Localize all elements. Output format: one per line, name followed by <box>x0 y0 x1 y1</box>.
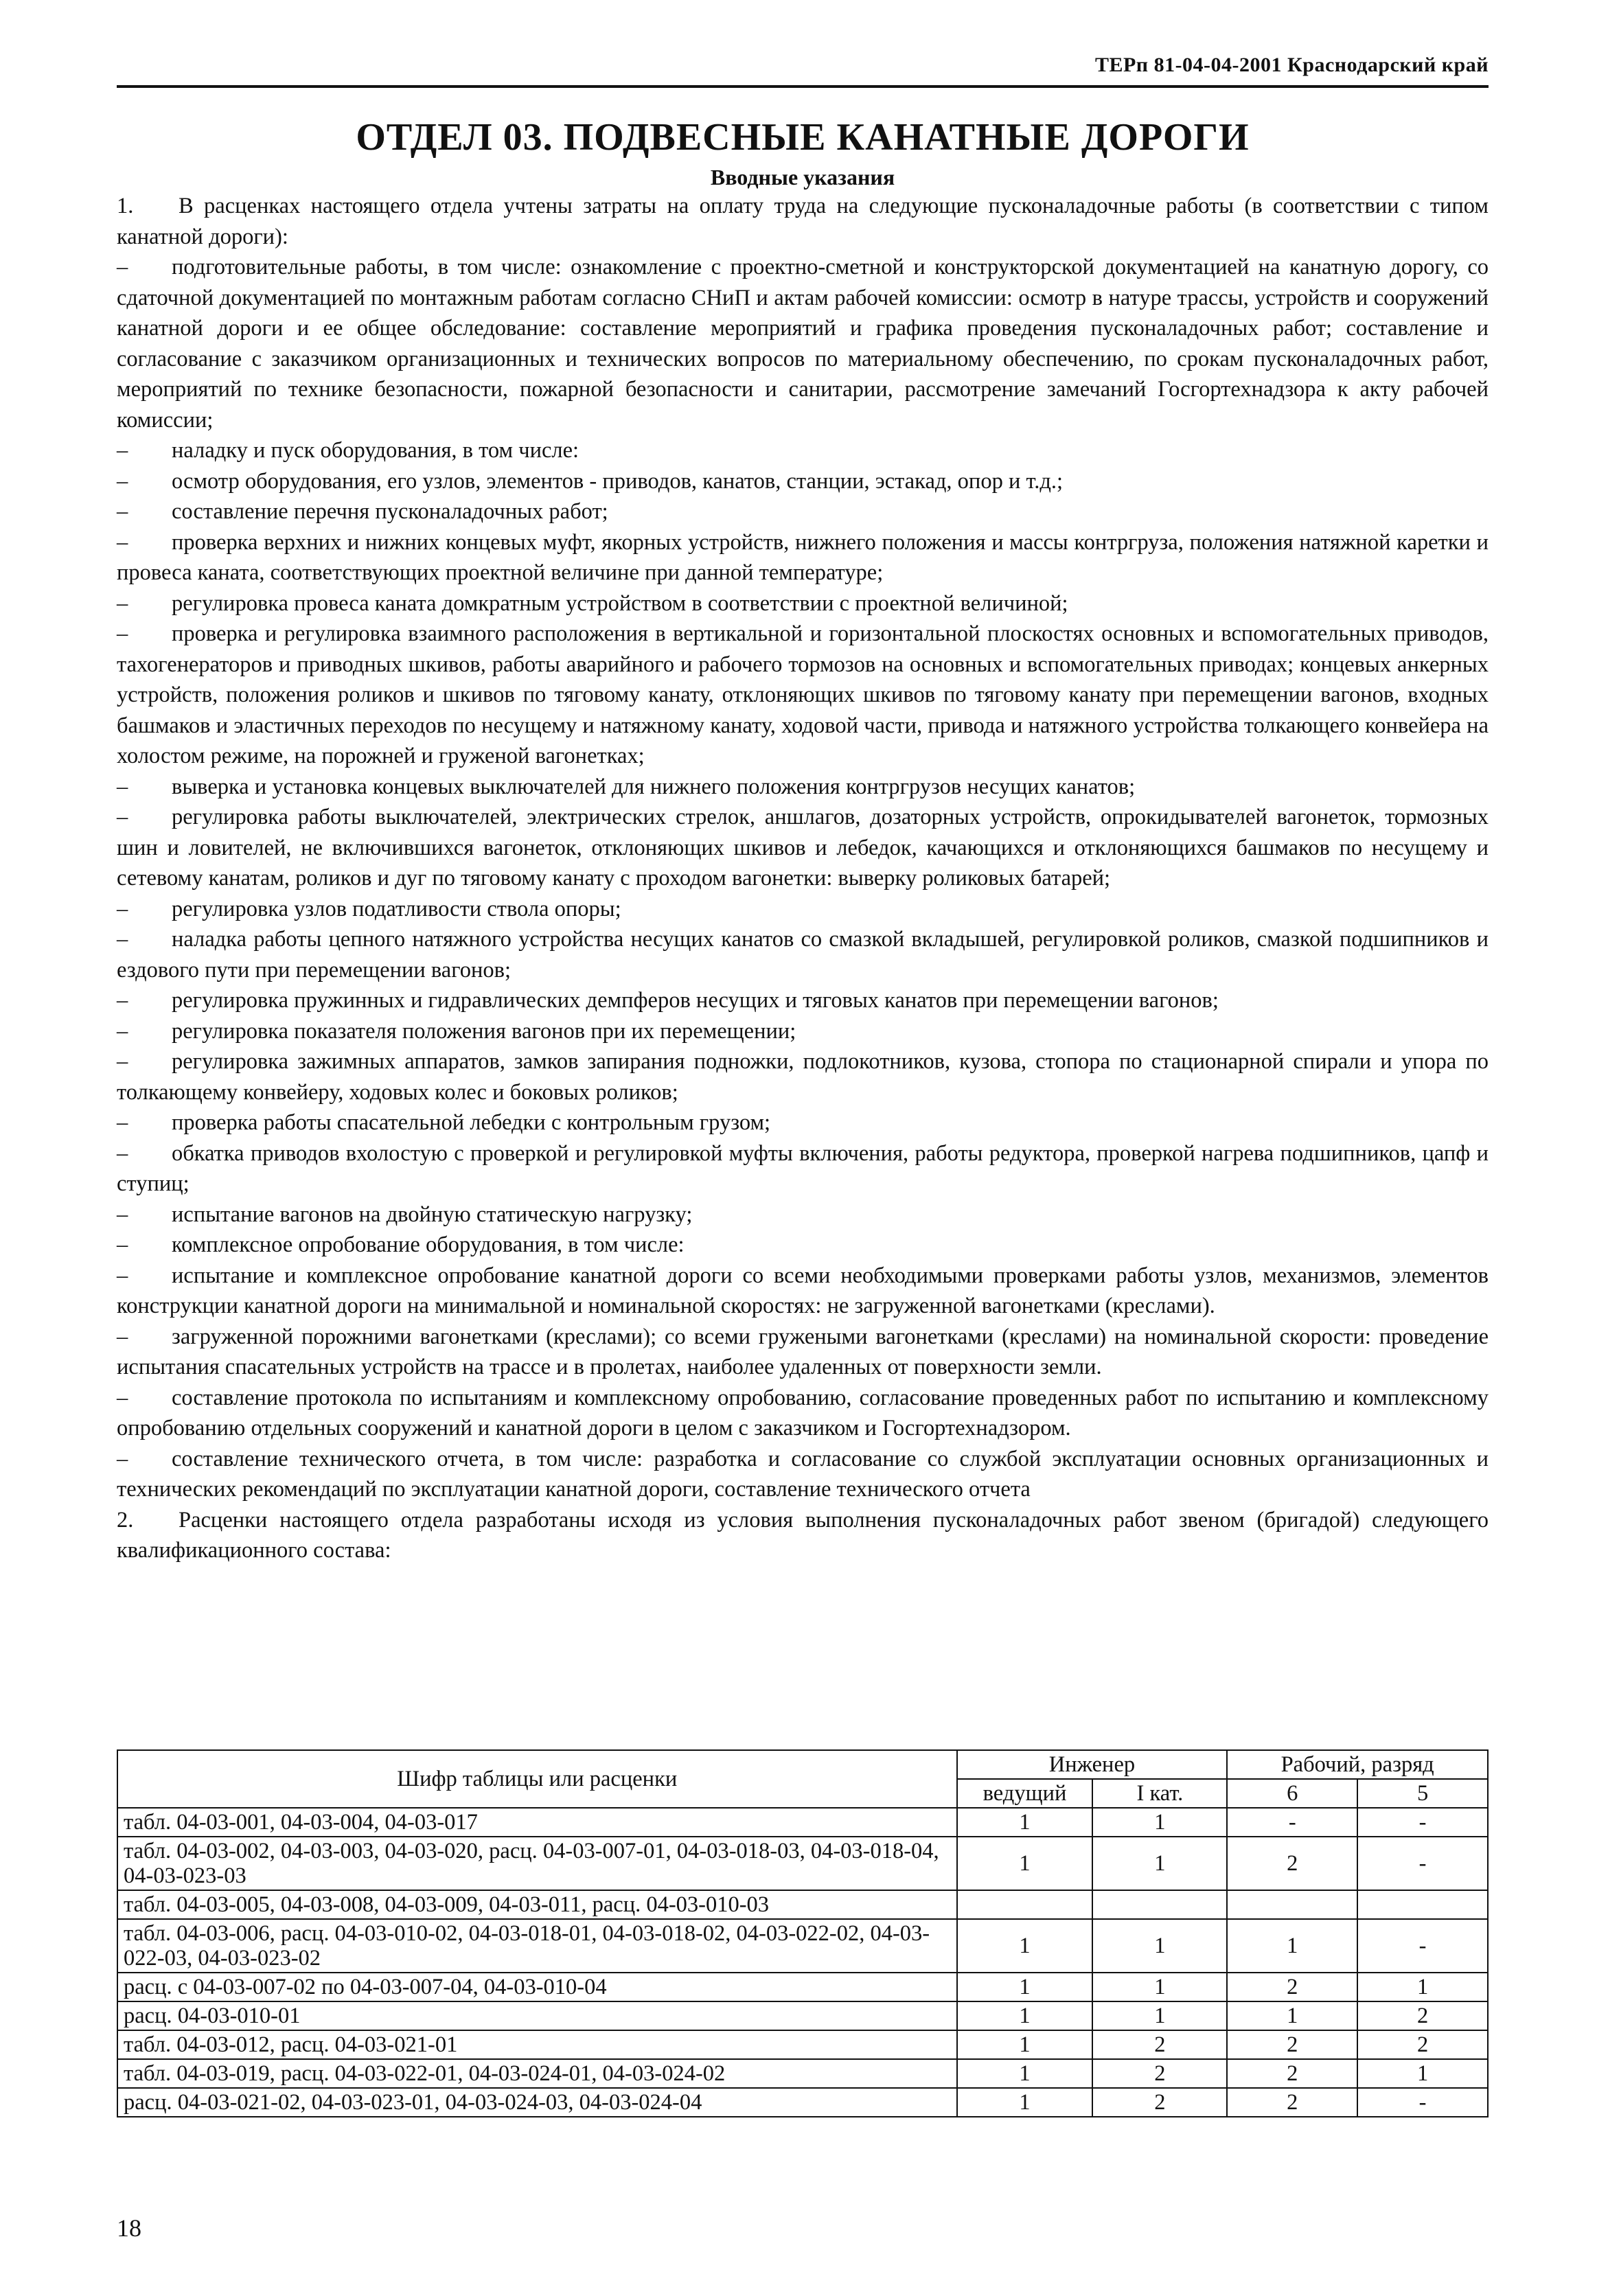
table-row <box>117 2001 1488 2030</box>
cell-cat1 <box>1092 1890 1227 1919</box>
work-item-text: загруженной порожними вагонетками (креслами); со всеми гружеными вагонетками (креслами) на номинальной скорости: проведение испытания спасательных устройств на трассе и в пролетах, наиболее удаленных от поверхности земли. <box>117 1324 1489 1379</box>
work-item <box>117 1383 1489 1444</box>
work-item-text: осмотр оборудования, его узлов, элементов - приводов, канатов, станции, эстакад, опор и т.д.; <box>172 468 1064 494</box>
header-engineer: Инженер <box>957 1750 1228 1779</box>
cell-grade-5: 1 <box>1357 1973 1488 2001</box>
cell-code: табл. 04-03-002, 04-03-003, 04-03-020, расц. 04-03-007-01, 04-03-018-03, 04-03-018-04, 04-03-023-03 <box>117 1837 957 1890</box>
paragraph-2 <box>117 1505 1489 1566</box>
running-header: ТЕРп 81-04-04-2001 Краснодарский край <box>1094 54 1489 76</box>
cell-grade-5: - <box>1357 1837 1488 1890</box>
table-row <box>117 1837 1488 1890</box>
cell-cat1: 2 <box>1092 2088 1227 2117</box>
cell-grade-6: 1 <box>1227 1919 1357 1973</box>
work-item <box>117 1046 1489 1107</box>
dash-marker: – <box>117 1385 128 1410</box>
table-row <box>117 1973 1488 2001</box>
dash-marker: – <box>117 1232 128 1257</box>
work-item-text: выверка и установка концевых выключателей для нижнего положения контргрузов несущих канатов; <box>172 774 1136 799</box>
work-item-text: проверка работы спасательной лебедки с контрольным грузом; <box>172 1110 771 1135</box>
header-grade-5: 5 <box>1357 1779 1488 1808</box>
paragraph-1 <box>117 191 1489 252</box>
cell-grade-5 <box>1357 1890 1488 1919</box>
work-items-list <box>117 252 1489 1505</box>
work-item <box>117 985 1489 1016</box>
crew-composition-table <box>117 1749 1489 2117</box>
cell-code: табл. 04-03-019, расц. 04-03-022-01, 04-03-024-01, 04-03-024-02 <box>117 2059 957 2088</box>
cell-lead: 1 <box>957 2030 1093 2059</box>
header-worker: Рабочий, разряд <box>1227 1750 1488 1779</box>
cell-code: табл. 04-03-012, расц. 04-03-021-01 <box>117 2030 957 2059</box>
work-item <box>117 1199 1489 1230</box>
cell-code: табл. 04-03-006, расц. 04-03-010-02, 04-03-018-01, 04-03-018-02, 04-03-022-02, 04-03-022-03, 04-03-023-02 <box>117 1919 957 1973</box>
cell-lead: 1 <box>957 2001 1093 2030</box>
cell-grade-6: 2 <box>1227 1973 1357 2001</box>
work-item <box>117 527 1489 588</box>
work-item-text: обкатка приводов вхолостую с проверкой и регулировкой муфты включения, работы редуктора, проверкой нагрева подшипников, цапф и ступиц; <box>117 1140 1489 1196</box>
cell-lead: 1 <box>957 2059 1093 2088</box>
work-item <box>117 772 1489 803</box>
cell-lead: 1 <box>957 1919 1093 1973</box>
cell-code: табл. 04-03-005, 04-03-008, 04-03-009, 04-03-011, расц. 04-03-010-03 <box>117 1890 957 1919</box>
cell-grade-5: - <box>1357 1919 1488 1973</box>
cell-code: расц. 04-03-021-02, 04-03-023-01, 04-03-024-03, 04-03-024-04 <box>117 2088 957 2117</box>
dash-marker: – <box>117 1110 128 1135</box>
dash-marker: – <box>117 1049 128 1074</box>
work-item-text: регулировка узлов податливости ствола опоры; <box>172 896 621 921</box>
cell-lead: 1 <box>957 2088 1093 2117</box>
dash-marker: – <box>117 438 128 463</box>
dash-marker: – <box>117 896 128 921</box>
cell-cat1: 2 <box>1092 2059 1227 2088</box>
cell-lead <box>957 1890 1093 1919</box>
cell-grade-5: - <box>1357 1808 1488 1837</box>
work-item-text: наладка работы цепного натяжного устройства несущих канатов со смазкой вкладышей, регулировкой роликов, смазкой подшипников и ездового пути при перемещении вагонов; <box>117 927 1489 983</box>
cell-cat1: 2 <box>1092 2030 1227 2059</box>
cell-lead: 1 <box>957 1837 1093 1890</box>
work-item <box>117 1322 1489 1383</box>
table-row <box>117 2088 1488 2117</box>
table-row <box>117 1919 1488 1973</box>
dash-marker: – <box>117 1202 128 1227</box>
paragraph-number: 1. <box>117 194 134 218</box>
work-item <box>117 619 1489 772</box>
header-code: Шифр таблицы или расценки <box>117 1750 957 1808</box>
cell-grade-6: 2 <box>1227 2059 1357 2088</box>
paragraph-number: 2. <box>117 1507 134 1532</box>
cell-lead: 1 <box>957 1973 1093 2001</box>
cell-grade-5: 2 <box>1357 2030 1488 2059</box>
cell-grade-6: 1 <box>1227 2001 1357 2030</box>
cell-cat1: 1 <box>1092 1837 1227 1890</box>
dash-marker: – <box>117 805 128 829</box>
page-number: 18 <box>117 2214 141 2242</box>
work-item <box>117 1016 1489 1047</box>
work-item-text: регулировка провеса каната домкратным устройством в соответствии с проектной величиной; <box>172 590 1068 616</box>
work-item <box>117 496 1489 527</box>
paragraph-text: В расценках настоящего отдела учтены затраты на оплату труда на следующие пусконаладочные работы (в соответствии с типом канатной дороги): <box>117 194 1489 249</box>
cell-grade-5: - <box>1357 2088 1488 2117</box>
work-item <box>117 435 1489 466</box>
cell-cat1: 1 <box>1092 1808 1227 1837</box>
header-cat1: I кат. <box>1092 1779 1227 1808</box>
work-item <box>117 588 1489 619</box>
table-row <box>117 1890 1488 1919</box>
dash-marker: – <box>117 927 128 952</box>
dash-marker: – <box>117 988 128 1013</box>
cell-grade-6: 2 <box>1227 1837 1357 1890</box>
cell-grade-6: - <box>1227 1808 1357 1837</box>
header-lead: ведущий <box>957 1779 1093 1808</box>
dash-marker: – <box>117 774 128 799</box>
work-item <box>117 894 1489 925</box>
dash-marker: – <box>117 499 128 524</box>
section-subtitle: Вводные указания <box>710 165 895 190</box>
work-item <box>117 1261 1489 1322</box>
work-item-text: комплексное опробование оборудования, в том числе: <box>172 1232 685 1257</box>
work-item-text: испытание и комплексное опробование канатной дороги со всеми необходимыми проверками работы узлов, механизмов, элементов конструкции канатной дороги на минимальной и номинальной скоростях: не загруженной вагонетками (креслами). <box>117 1263 1489 1318</box>
work-item <box>117 1444 1489 1505</box>
work-item <box>117 1107 1489 1138</box>
cell-grade-6: 2 <box>1227 2030 1357 2059</box>
cell-cat1: 1 <box>1092 2001 1227 2030</box>
table-row <box>117 1808 1488 1837</box>
work-item-text: подготовительные работы, в том числе: ознакомление с проектно-сметной и конструкторской документацией на канатную дорогу, со сдаточной документацией по монтажным работам согласно СНиП и актам рабочей комиссии: осмотр в натуре трассы, устройств и сооружений канатной дороги и ее общее обследование: составление мероприятий и графика проведения пусконаладочных работ; составление и согласование с заказчиком организационных и технических вопросов по материальному обеспечению, по срокам пусконаладочных работ, мероприятий по технике безопасности, пожарной безопасности и санитарии, рассмотрение замечаний Госгортехнадзора к акту рабочей комиссии; <box>117 255 1489 433</box>
cell-code: табл. 04-03-001, 04-03-004, 04-03-017 <box>117 1808 957 1837</box>
work-item-text: наладку и пуск оборудования, в том числе: <box>172 438 579 463</box>
cell-grade-5: 2 <box>1357 2001 1488 2030</box>
work-item-text: регулировка работы выключателей, электрических стрелок, аншлагов, дозаторных устройств, опрокидывателей вагонеток, тормозных шин и ловителей, не включившихся вагонеток, отклоняющих шкивов и лебедок, качающихся и отклоняющихся башмаков по несущему и сетевому канатам, роликов и дуг по тяговому канату с проходом вагонетки: выверку роликовых батарей; <box>117 805 1489 891</box>
cell-grade-5: 1 <box>1357 2059 1488 2088</box>
work-item-text: проверка и регулировка взаимного расположения в вертикальной и горизонтальной плоскостях основных и вспомогательных приводов, тахогенераторов и приводных шкивов, работы аварийного и рабочего тормозов на основных и вспомогательных приводах; концевых анкерных устройств, положения роликов и шкивов по тяговому канату, отклоняющих шкивов по тяговому канату при перемещении вагонов, входных башмаков и эластичных переходов по несущему и натяжному канату, ходовой части, привода и натяжного устройства толкающего конвейера на холостом режиме, на порожней и груженой вагонетках; <box>117 621 1489 768</box>
dash-marker: – <box>117 255 128 279</box>
work-item-text: составление перечня пусконаладочных работ; <box>172 499 608 524</box>
dash-marker: – <box>117 1446 128 1471</box>
dash-marker: – <box>117 1140 128 1166</box>
cell-cat1: 1 <box>1092 1973 1227 2001</box>
work-item-text: регулировка зажимных аппаратов, замков запирания подножки, подлокотников, кузова, стопора по стационарной спирали и упора по толкающему конвейеру, ходовых колес и боковых роликов; <box>117 1049 1489 1105</box>
work-item-text: проверка верхних и нижних концевых муфт, якорных устройств, нижнего положения и массы контргруза, положения натяжной каретки и провеса каната, соответствующих проектной величине при данной температуре; <box>117 529 1489 585</box>
work-item <box>117 466 1489 497</box>
dash-marker: – <box>117 1263 128 1288</box>
cell-grade-6: 2 <box>1227 2088 1357 2117</box>
dash-marker: – <box>117 1324 128 1349</box>
cell-grade-6 <box>1227 1890 1357 1919</box>
cell-cat1: 1 <box>1092 1919 1227 1973</box>
crew-table-body <box>117 1808 1488 2117</box>
work-item <box>117 802 1489 894</box>
document-body <box>117 191 1489 1566</box>
header-divider <box>117 85 1489 88</box>
dash-marker: – <box>117 468 128 494</box>
work-item <box>117 1230 1489 1261</box>
section-title: ОТДЕЛ 03. ПОДВЕСНЫЕ КАНАТНЫЕ ДОРОГИ <box>356 116 1250 159</box>
cell-code: расц. с 04-03-007-02 по 04-03-007-04, 04-03-010-04 <box>117 1973 957 2001</box>
dash-marker: – <box>117 590 128 616</box>
header-grade-6: 6 <box>1227 1779 1357 1808</box>
dash-marker: – <box>117 1018 128 1044</box>
work-item-text: регулировка пружинных и гидравлических демпферов несущих и тяговых канатов при перемещении вагонов; <box>172 988 1219 1013</box>
work-item <box>117 1138 1489 1199</box>
paragraph-text: Расценки настоящего отдела разработаны исходя из условия выполнения пусконаладочных работ звеном (бригадой) следующего квалификационного состава: <box>117 1507 1489 1563</box>
work-item <box>117 252 1489 435</box>
table-row <box>117 2030 1488 2059</box>
cell-code: расц. 04-03-010-01 <box>117 2001 957 2030</box>
work-item-text: составление протокола по испытаниям и комплексному опробованию, согласование проведенных работ по испытанию и комплексному опробованию отдельных сооружений и канатной дороги в целом с заказчиком и Госгортехнадзором. <box>117 1385 1489 1440</box>
table-row <box>117 2059 1488 2088</box>
cell-lead: 1 <box>957 1808 1093 1837</box>
work-item-text: составление технического отчета, в том числе: разработка и согласование со службой эксплуатации основных организационных и технических рекомендаций по эксплуатации канатной дороги, составление технического отчета <box>117 1446 1489 1502</box>
work-item-text: регулировка показателя положения вагонов при их перемещении; <box>172 1018 796 1044</box>
dash-marker: – <box>117 621 128 646</box>
dash-marker: – <box>117 529 128 555</box>
work-item-text: испытание вагонов на двойную статическую нагрузку; <box>172 1202 693 1227</box>
work-item <box>117 924 1489 985</box>
